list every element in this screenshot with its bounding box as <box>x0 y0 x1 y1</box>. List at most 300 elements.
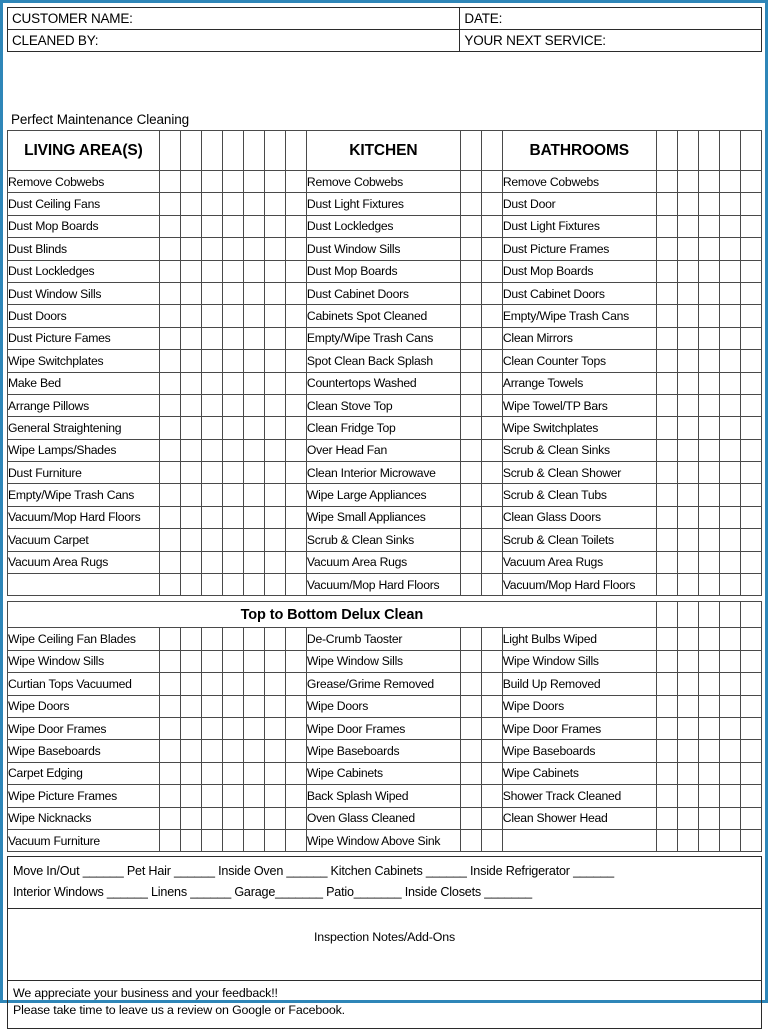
checkbox-cell[interactable] <box>460 238 481 260</box>
checkbox-cell[interactable] <box>719 260 740 282</box>
checkbox-cell[interactable] <box>201 762 222 784</box>
checkbox-cell[interactable] <box>159 740 180 762</box>
checkbox-cell[interactable] <box>285 372 306 394</box>
checkbox-cell[interactable] <box>285 282 306 304</box>
checkbox-cell[interactable] <box>285 238 306 260</box>
checkbox-cell[interactable] <box>264 327 285 349</box>
checkbox-cell[interactable] <box>698 628 719 650</box>
checkbox-cell[interactable] <box>243 215 264 237</box>
checkbox-cell[interactable] <box>180 439 201 461</box>
checkbox-cell[interactable] <box>180 215 201 237</box>
checkbox-cell[interactable] <box>677 282 698 304</box>
checkbox-cell[interactable] <box>677 462 698 484</box>
checkbox-cell[interactable] <box>719 628 740 650</box>
checkbox-cell[interactable] <box>656 673 677 695</box>
checkbox-cell[interactable] <box>159 305 180 327</box>
checkbox-cell[interactable] <box>180 717 201 739</box>
checkbox-cell[interactable] <box>656 762 677 784</box>
checkbox-cell[interactable] <box>481 807 502 829</box>
checkbox-cell[interactable] <box>740 305 761 327</box>
checkbox-cell[interactable] <box>677 238 698 260</box>
checkbox-cell[interactable] <box>264 650 285 672</box>
checkbox-cell[interactable] <box>740 628 761 650</box>
checkbox-cell[interactable] <box>656 439 677 461</box>
checkbox-cell[interactable] <box>222 238 243 260</box>
checkbox-cell[interactable] <box>677 372 698 394</box>
inspection-notes-cell[interactable] <box>8 908 762 980</box>
checkbox-cell[interactable] <box>285 673 306 695</box>
checkbox-cell[interactable] <box>180 829 201 851</box>
checkbox-cell[interactable] <box>698 484 719 506</box>
checkbox-cell[interactable] <box>481 529 502 551</box>
checkbox-cell[interactable] <box>180 305 201 327</box>
checkbox-cell[interactable] <box>656 602 677 628</box>
checkbox-cell[interactable] <box>698 506 719 528</box>
checkbox-cell[interactable] <box>243 740 264 762</box>
checkbox-cell[interactable] <box>180 238 201 260</box>
checkbox-cell[interactable] <box>243 529 264 551</box>
checkbox-cell[interactable] <box>243 394 264 416</box>
checkbox-cell[interactable] <box>719 394 740 416</box>
checkbox-cell[interactable] <box>285 484 306 506</box>
checkbox-cell[interactable] <box>222 327 243 349</box>
checkbox-cell[interactable] <box>159 350 180 372</box>
checkbox-cell[interactable] <box>698 282 719 304</box>
checkbox-cell[interactable] <box>698 762 719 784</box>
checkbox-cell[interactable] <box>243 282 264 304</box>
checkbox-cell[interactable] <box>222 829 243 851</box>
checkbox-cell[interactable] <box>460 785 481 807</box>
checkbox-cell[interactable] <box>243 372 264 394</box>
checkbox-cell[interactable] <box>740 829 761 851</box>
checkbox-cell[interactable] <box>264 551 285 573</box>
checkbox-cell[interactable] <box>698 740 719 762</box>
checkbox-cell[interactable] <box>460 628 481 650</box>
checkbox-cell[interactable] <box>740 350 761 372</box>
checkbox-cell[interactable] <box>481 484 502 506</box>
checkbox-cell[interactable] <box>243 238 264 260</box>
checkbox-cell[interactable] <box>285 650 306 672</box>
checkbox-cell[interactable] <box>264 807 285 829</box>
checkbox-cell[interactable] <box>740 394 761 416</box>
checkbox-cell[interactable] <box>243 327 264 349</box>
checkbox-cell[interactable] <box>740 282 761 304</box>
checkbox-cell[interactable] <box>264 439 285 461</box>
checkbox-cell[interactable] <box>159 717 180 739</box>
checkbox-cell[interactable] <box>740 238 761 260</box>
checkbox-cell[interactable] <box>719 327 740 349</box>
checkbox-cell[interactable] <box>677 740 698 762</box>
checkbox-cell[interactable] <box>159 215 180 237</box>
checkbox-cell[interactable] <box>656 574 677 596</box>
checkbox-cell[interactable] <box>677 628 698 650</box>
checkbox-cell[interactable] <box>460 282 481 304</box>
checkbox-cell[interactable] <box>698 650 719 672</box>
checkbox-cell[interactable] <box>159 171 180 193</box>
checkbox-cell[interactable] <box>698 372 719 394</box>
checkbox-cell[interactable] <box>481 717 502 739</box>
checkbox-cell[interactable] <box>201 506 222 528</box>
checkbox-cell[interactable] <box>285 305 306 327</box>
checkbox-cell[interactable] <box>159 695 180 717</box>
checkbox-cell[interactable] <box>460 171 481 193</box>
checkbox-cell[interactable] <box>222 372 243 394</box>
checkbox-cell[interactable] <box>698 439 719 461</box>
checkbox-cell[interactable] <box>656 551 677 573</box>
checkbox-cell[interactable] <box>460 717 481 739</box>
checkbox-cell[interactable] <box>698 807 719 829</box>
checkbox-cell[interactable] <box>201 171 222 193</box>
checkbox-cell[interactable] <box>222 785 243 807</box>
checkbox-cell[interactable] <box>740 551 761 573</box>
checkbox-cell[interactable] <box>740 327 761 349</box>
checkbox-cell[interactable] <box>656 282 677 304</box>
checkbox-cell[interactable] <box>264 695 285 717</box>
checkbox-cell[interactable] <box>740 740 761 762</box>
checkbox-cell[interactable] <box>180 740 201 762</box>
checkbox-cell[interactable] <box>481 282 502 304</box>
checkbox-cell[interactable] <box>285 131 306 171</box>
checkbox-cell[interactable] <box>719 650 740 672</box>
checkbox-cell[interactable] <box>285 717 306 739</box>
checkbox-cell[interactable] <box>159 807 180 829</box>
checkbox-cell[interactable] <box>698 238 719 260</box>
checkbox-cell[interactable] <box>719 551 740 573</box>
checkbox-cell[interactable] <box>460 350 481 372</box>
checkbox-cell[interactable] <box>180 282 201 304</box>
checkbox-cell[interactable] <box>677 807 698 829</box>
checkbox-cell[interactable] <box>285 439 306 461</box>
checkbox-cell[interactable] <box>740 574 761 596</box>
checkbox-cell[interactable] <box>201 740 222 762</box>
checkbox-cell[interactable] <box>222 394 243 416</box>
checkbox-cell[interactable] <box>201 394 222 416</box>
checkbox-cell[interactable] <box>180 574 201 596</box>
checkbox-cell[interactable] <box>719 740 740 762</box>
checkbox-cell[interactable] <box>677 717 698 739</box>
checkbox-cell[interactable] <box>159 193 180 215</box>
checkbox-cell[interactable] <box>698 327 719 349</box>
checkbox-cell[interactable] <box>460 193 481 215</box>
checkbox-cell[interactable] <box>481 417 502 439</box>
checkbox-cell[interactable] <box>698 717 719 739</box>
checkbox-cell[interactable] <box>180 484 201 506</box>
checkbox-cell[interactable] <box>481 650 502 672</box>
checkbox-cell[interactable] <box>243 785 264 807</box>
checkbox-cell[interactable] <box>698 215 719 237</box>
checkbox-cell[interactable] <box>460 762 481 784</box>
checkbox-cell[interactable] <box>264 484 285 506</box>
checkbox-cell[interactable] <box>264 785 285 807</box>
checkbox-cell[interactable] <box>264 305 285 327</box>
checkbox-cell[interactable] <box>201 829 222 851</box>
checkbox-cell[interactable] <box>222 260 243 282</box>
checkbox-cell[interactable] <box>460 574 481 596</box>
checkbox-cell[interactable] <box>159 829 180 851</box>
checkbox-cell[interactable] <box>201 785 222 807</box>
checkbox-cell[interactable] <box>201 215 222 237</box>
checkbox-cell[interactable] <box>656 785 677 807</box>
checkbox-cell[interactable] <box>481 762 502 784</box>
checkbox-cell[interactable] <box>222 282 243 304</box>
checkbox-cell[interactable] <box>201 238 222 260</box>
checkbox-cell[interactable] <box>243 673 264 695</box>
checkbox-cell[interactable] <box>481 740 502 762</box>
checkbox-cell[interactable] <box>264 238 285 260</box>
checkbox-cell[interactable] <box>201 551 222 573</box>
checkbox-cell[interactable] <box>740 417 761 439</box>
checkbox-cell[interactable] <box>656 372 677 394</box>
checkbox-cell[interactable] <box>264 717 285 739</box>
checkbox-cell[interactable] <box>264 417 285 439</box>
checkbox-cell[interactable] <box>159 506 180 528</box>
checkbox-cell[interactable] <box>698 350 719 372</box>
checkbox-cell[interactable] <box>481 785 502 807</box>
checkbox-cell[interactable] <box>481 327 502 349</box>
checkbox-cell[interactable] <box>285 215 306 237</box>
checkbox-cell[interactable] <box>243 305 264 327</box>
checkbox-cell[interactable] <box>180 529 201 551</box>
checkbox-cell[interactable] <box>159 282 180 304</box>
checkbox-cell[interactable] <box>740 260 761 282</box>
checkbox-cell[interactable] <box>656 260 677 282</box>
checkbox-cell[interactable] <box>180 551 201 573</box>
checkbox-cell[interactable] <box>656 529 677 551</box>
checkbox-cell[interactable] <box>243 193 264 215</box>
checkbox-cell[interactable] <box>159 628 180 650</box>
checkbox-cell[interactable] <box>222 551 243 573</box>
checkbox-cell[interactable] <box>698 695 719 717</box>
checkbox-cell[interactable] <box>201 717 222 739</box>
checkbox-cell[interactable] <box>481 574 502 596</box>
checkbox-cell[interactable] <box>201 260 222 282</box>
checkbox-cell[interactable] <box>481 673 502 695</box>
checkbox-cell[interactable] <box>677 394 698 416</box>
checkbox-cell[interactable] <box>201 529 222 551</box>
checkbox-cell[interactable] <box>460 650 481 672</box>
checkbox-cell[interactable] <box>285 260 306 282</box>
checkbox-cell[interactable] <box>222 417 243 439</box>
checkbox-cell[interactable] <box>677 439 698 461</box>
checkbox-cell[interactable] <box>222 673 243 695</box>
checkbox-cell[interactable] <box>285 785 306 807</box>
checkbox-cell[interactable] <box>285 506 306 528</box>
checkbox-cell[interactable] <box>460 740 481 762</box>
checkbox-cell[interactable] <box>159 327 180 349</box>
checkbox-cell[interactable] <box>243 131 264 171</box>
checkbox-cell[interactable] <box>719 171 740 193</box>
checkbox-cell[interactable] <box>719 350 740 372</box>
checkbox-cell[interactable] <box>740 807 761 829</box>
checkbox-cell[interactable] <box>180 394 201 416</box>
date-field[interactable] <box>460 8 762 30</box>
checkbox-cell[interactable] <box>285 628 306 650</box>
checkbox-cell[interactable] <box>264 372 285 394</box>
checkbox-cell[interactable] <box>243 695 264 717</box>
checkbox-cell[interactable] <box>719 305 740 327</box>
checkbox-cell[interactable] <box>677 785 698 807</box>
checkbox-cell[interactable] <box>719 695 740 717</box>
checkbox-cell[interactable] <box>719 484 740 506</box>
checkbox-cell[interactable] <box>264 462 285 484</box>
checkbox-cell[interactable] <box>677 350 698 372</box>
checkbox-cell[interactable] <box>201 462 222 484</box>
checkbox-cell[interactable] <box>460 529 481 551</box>
customer-name-field[interactable] <box>8 8 460 30</box>
checkbox-cell[interactable] <box>740 131 761 171</box>
checkbox-cell[interactable] <box>180 650 201 672</box>
checkbox-cell[interactable] <box>656 327 677 349</box>
checkbox-cell[interactable] <box>740 439 761 461</box>
checkbox-cell[interactable] <box>285 417 306 439</box>
checkbox-cell[interactable] <box>656 171 677 193</box>
checkbox-cell[interactable] <box>698 193 719 215</box>
checkbox-cell[interactable] <box>243 829 264 851</box>
checkbox-cell[interactable] <box>698 673 719 695</box>
checkbox-cell[interactable] <box>656 650 677 672</box>
checkbox-cell[interactable] <box>656 394 677 416</box>
cleaned-by-field[interactable] <box>8 30 460 52</box>
checkbox-cell[interactable] <box>698 529 719 551</box>
checkbox-cell[interactable] <box>264 762 285 784</box>
checkbox-cell[interactable] <box>180 417 201 439</box>
checkbox-cell[interactable] <box>481 372 502 394</box>
checkbox-cell[interactable] <box>243 462 264 484</box>
checkbox-cell[interactable] <box>285 740 306 762</box>
checkbox-cell[interactable] <box>243 506 264 528</box>
checkbox-cell[interactable] <box>677 193 698 215</box>
checkbox-cell[interactable] <box>481 506 502 528</box>
checkbox-cell[interactable] <box>698 260 719 282</box>
checkbox-cell[interactable] <box>656 131 677 171</box>
checkbox-cell[interactable] <box>698 462 719 484</box>
checkbox-cell[interactable] <box>481 131 502 171</box>
checkbox-cell[interactable] <box>656 740 677 762</box>
checkbox-cell[interactable] <box>285 171 306 193</box>
checkbox-cell[interactable] <box>481 394 502 416</box>
checkbox-cell[interactable] <box>677 131 698 171</box>
checkbox-cell[interactable] <box>677 529 698 551</box>
checkbox-cell[interactable] <box>285 529 306 551</box>
checkbox-cell[interactable] <box>698 602 719 628</box>
checkbox-cell[interactable] <box>656 238 677 260</box>
checkbox-cell[interactable] <box>740 529 761 551</box>
checkbox-cell[interactable] <box>698 785 719 807</box>
checkbox-cell[interactable] <box>719 282 740 304</box>
checkbox-cell[interactable] <box>243 551 264 573</box>
checkbox-cell[interactable] <box>201 574 222 596</box>
checkbox-cell[interactable] <box>740 215 761 237</box>
checkbox-cell[interactable] <box>243 717 264 739</box>
checkbox-cell[interactable] <box>222 350 243 372</box>
checkbox-cell[interactable] <box>180 807 201 829</box>
checkbox-cell[interactable] <box>698 574 719 596</box>
checkbox-cell[interactable] <box>222 762 243 784</box>
checkbox-cell[interactable] <box>243 574 264 596</box>
checkbox-cell[interactable] <box>264 529 285 551</box>
checkbox-cell[interactable] <box>285 193 306 215</box>
checkbox-cell[interactable] <box>481 829 502 851</box>
checkbox-cell[interactable] <box>481 439 502 461</box>
checkbox-cell[interactable] <box>201 282 222 304</box>
checkbox-cell[interactable] <box>677 484 698 506</box>
checkbox-cell[interactable] <box>180 350 201 372</box>
checkbox-cell[interactable] <box>264 394 285 416</box>
checkbox-cell[interactable] <box>719 574 740 596</box>
checkbox-cell[interactable] <box>159 484 180 506</box>
addons-cell[interactable] <box>8 857 762 909</box>
checkbox-cell[interactable] <box>201 417 222 439</box>
checkbox-cell[interactable] <box>201 305 222 327</box>
checkbox-cell[interactable] <box>222 529 243 551</box>
checkbox-cell[interactable] <box>159 462 180 484</box>
checkbox-cell[interactable] <box>481 628 502 650</box>
checkbox-cell[interactable] <box>460 215 481 237</box>
checkbox-cell[interactable] <box>698 305 719 327</box>
checkbox-cell[interactable] <box>719 506 740 528</box>
checkbox-cell[interactable] <box>677 327 698 349</box>
checkbox-cell[interactable] <box>677 171 698 193</box>
checkbox-cell[interactable] <box>222 171 243 193</box>
checkbox-cell[interactable] <box>222 215 243 237</box>
checkbox-cell[interactable] <box>264 673 285 695</box>
checkbox-cell[interactable] <box>719 462 740 484</box>
checkbox-cell[interactable] <box>243 439 264 461</box>
checkbox-cell[interactable] <box>285 829 306 851</box>
checkbox-cell[interactable] <box>719 529 740 551</box>
checkbox-cell[interactable] <box>222 695 243 717</box>
checkbox-cell[interactable] <box>159 762 180 784</box>
checkbox-cell[interactable] <box>159 439 180 461</box>
checkbox-cell[interactable] <box>656 717 677 739</box>
checkbox-cell[interactable] <box>481 695 502 717</box>
checkbox-cell[interactable] <box>243 417 264 439</box>
checkbox-cell[interactable] <box>159 673 180 695</box>
checkbox-cell[interactable] <box>285 807 306 829</box>
checkbox-cell[interactable] <box>740 717 761 739</box>
checkbox-cell[interactable] <box>264 350 285 372</box>
checkbox-cell[interactable] <box>222 574 243 596</box>
checkbox-cell[interactable] <box>285 327 306 349</box>
checkbox-cell[interactable] <box>460 394 481 416</box>
checkbox-cell[interactable] <box>677 305 698 327</box>
checkbox-cell[interactable] <box>180 506 201 528</box>
checkbox-cell[interactable] <box>740 673 761 695</box>
checkbox-cell[interactable] <box>201 439 222 461</box>
checkbox-cell[interactable] <box>460 372 481 394</box>
checkbox-cell[interactable] <box>460 417 481 439</box>
checkbox-cell[interactable] <box>243 762 264 784</box>
checkbox-cell[interactable] <box>264 171 285 193</box>
checkbox-cell[interactable] <box>481 260 502 282</box>
checkbox-cell[interactable] <box>222 740 243 762</box>
checkbox-cell[interactable] <box>264 215 285 237</box>
checkbox-cell[interactable] <box>740 602 761 628</box>
checkbox-cell[interactable] <box>460 551 481 573</box>
checkbox-cell[interactable] <box>656 484 677 506</box>
checkbox-cell[interactable] <box>243 807 264 829</box>
checkbox-cell[interactable] <box>180 260 201 282</box>
checkbox-cell[interactable] <box>180 193 201 215</box>
checkbox-cell[interactable] <box>460 305 481 327</box>
checkbox-cell[interactable] <box>481 350 502 372</box>
checkbox-cell[interactable] <box>159 529 180 551</box>
checkbox-cell[interactable] <box>222 484 243 506</box>
checkbox-cell[interactable] <box>460 807 481 829</box>
checkbox-cell[interactable] <box>180 628 201 650</box>
checkbox-cell[interactable] <box>201 628 222 650</box>
checkbox-cell[interactable] <box>656 215 677 237</box>
